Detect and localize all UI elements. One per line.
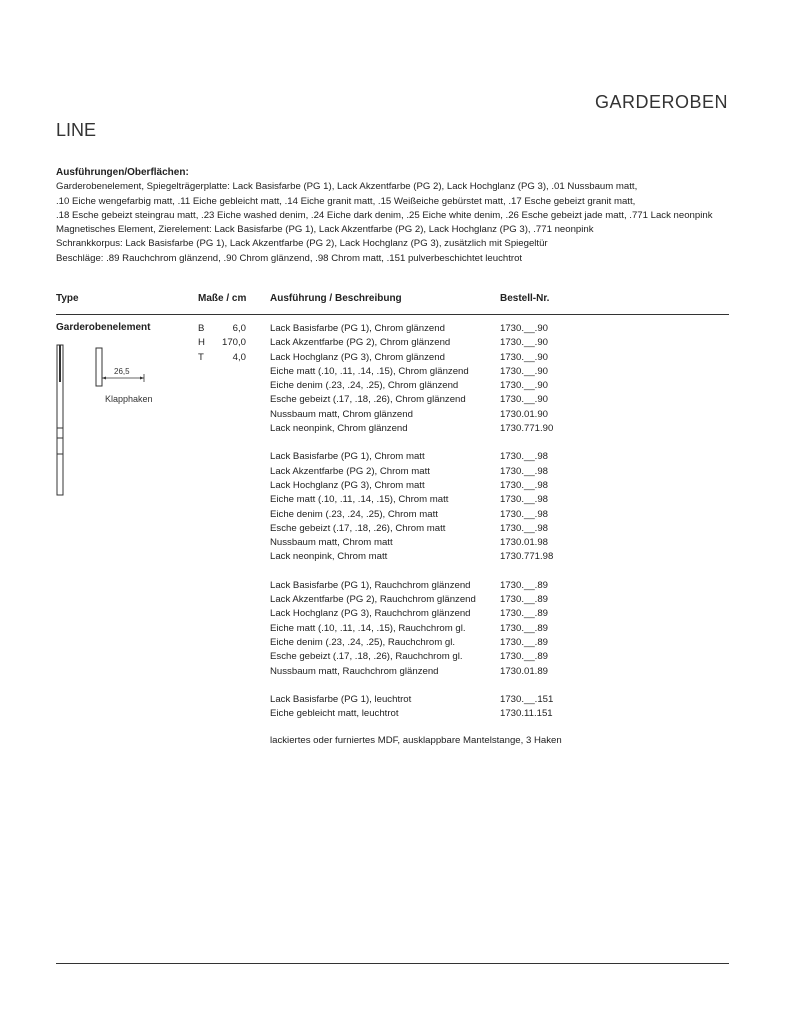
dimension-row — [198, 322, 246, 336]
order-number-cell: 1730.01.90 — [500, 408, 549, 420]
description-cell: Nussbaum matt, Chrom matt — [270, 537, 393, 549]
order-number-cell: 1730.__.98 — [500, 465, 549, 477]
order-number-cell: 1730.11.151 — [500, 708, 553, 720]
description-cell: Lack Hochglanz (PG 3), Rauchchrom glänzend — [270, 608, 471, 620]
order-number-cell: 1730.771.90 — [500, 423, 554, 435]
dimension-arrow — [140, 377, 144, 380]
description-cell: Esche gebeizt (.17, .18, .26), Rauchchrom gl. — [270, 651, 463, 663]
order-number-cell: 1730.__.89 — [500, 579, 549, 591]
order-number-cell: 1730.__.98 — [500, 451, 549, 463]
order-number-cell: 1730.__.90 — [500, 365, 549, 377]
description-cell: Eiche denim (.23, .24, .25), Rauchchrom gl. — [270, 636, 456, 648]
order-number-cell: 1730.__.151 — [500, 693, 554, 705]
order-number-cell: 1730.__.89 — [500, 636, 549, 648]
description-cell: Lack Hochglanz (PG 3), Chrom glänzend — [270, 351, 445, 363]
dimensions — [198, 322, 246, 365]
order-number-cell: 1730.01.89 — [500, 665, 549, 677]
order-number-cell: 1730.771.98 — [500, 551, 554, 563]
finish-line: Beschläge: .89 Rauchchrom glänzend, .90 Chrom glänzend, .98 Chrom matt, .151 pulverbeschichtet leuchtrot — [56, 252, 523, 264]
order-number-cell: 1730.__.89 — [500, 622, 549, 634]
description-cell: Eiche matt (.10, .11, .14, .15), Chrom matt — [270, 494, 449, 506]
element-side-view — [96, 348, 102, 386]
order-number-cell: 1730.__.90 — [500, 394, 549, 406]
order-number-cell: 1730.__.89 — [500, 651, 549, 663]
finishes-heading: Ausführungen/Oberflächen: — [56, 167, 189, 178]
description-cell: Nussbaum matt, Chrom glänzend — [270, 408, 413, 420]
description-cell: Lack Basisfarbe (PG 1), Rauchchrom glänzend — [270, 579, 471, 591]
description-cell: Esche gebeizt (.17, .18, .26), Chrom glänzend — [270, 394, 466, 406]
header-rule — [56, 314, 729, 315]
description-cell: Lack Hochglanz (PG 3), Chrom matt — [270, 479, 425, 491]
order-number-cell: 1730.__.90 — [500, 337, 549, 349]
description-cell: Eiche matt (.10, .11, .14, .15), Rauchchrom gl. — [270, 622, 466, 634]
dimension-key: T — [198, 351, 204, 363]
description-cell: Lack Akzentfarbe (PG 2), Rauchchrom glänzend — [270, 594, 476, 606]
finishes-lines — [56, 180, 746, 266]
order-number-cell: 1730.__.89 — [500, 608, 549, 620]
description-cell: Eiche denim (.23, .24, .25), Chrom matt — [270, 508, 438, 520]
description-cell: Nussbaum matt, Rauchchrom glänzend — [270, 665, 439, 677]
description-cell: Lack Basisfarbe (PG 1), Chrom matt — [270, 451, 425, 463]
description-column — [270, 322, 476, 721]
dimension-val: 170,0 — [221, 337, 246, 349]
finish-line: Magnetisches Element, Zierelement: Lack Basisfarbe (PG 1), Lack Akzentfarbe (PG 2), Lack Hochglanz (PG 3), .771 neonpink — [56, 224, 594, 236]
description-cell: Eiche gebleicht matt, leuchtrot — [270, 708, 399, 720]
dimension-val: 6,0 — [232, 323, 246, 334]
dimension-value: 26,5 — [114, 367, 130, 376]
order-number-cell: 1730.__.90 — [500, 380, 549, 392]
footer-rule — [56, 963, 729, 964]
finish-line: Schrankkorpus: Lack Basisfarbe (PG 1), Lack Akzentfarbe (PG 2), Lack Hochglanz (PG 3), zusätzlich mit Spiegeltür — [56, 238, 548, 250]
order-number-column — [500, 322, 553, 721]
finish-line: .18 Esche gebeizt steingrau matt, .23 Eiche washed denim, .24 Eiche dark denim, .25 Eiche white denim, .26 Esche gebeizt jade matt, .771 Lack neonpink — [56, 209, 713, 221]
description-cell: Lack neonpink, Chrom matt — [270, 551, 388, 563]
column-header-order-number: Bestell-Nr. — [500, 293, 550, 304]
product-type-name: Garderobenelement — [56, 322, 151, 333]
order-number-cell: 1730.__.90 — [500, 323, 549, 334]
order-number-cell: 1730.__.98 — [500, 508, 549, 520]
order-number-cell: 1730.__.98 — [500, 479, 549, 491]
description-cell: Lack Akzentfarbe (PG 2), Chrom glänzend — [270, 337, 451, 349]
drawing-label: Klapphaken — [105, 394, 153, 404]
description-cell: Esche gebeizt (.17, .18, .26), Chrom matt — [270, 522, 446, 534]
column-header-description: Ausführung / Beschreibung — [270, 293, 402, 304]
description-cell: Eiche denim (.23, .24, .25), Chrom glänzend — [270, 380, 459, 392]
dimension-arrow — [102, 377, 106, 380]
order-number-cell: 1730.__.98 — [500, 522, 549, 534]
finish-line: Garderobenelement, Spiegelträgerplatte: Lack Basisfarbe (PG 1), Lack Akzentfarbe (PG 2), Lack Hochglanz (PG 3), .01 Nussbaum matt, — [56, 181, 638, 193]
product-note: lackiertes oder furniertes MDF, ausklappbare Mantelstange, 3 Haken — [270, 735, 562, 746]
dimension-row — [198, 336, 246, 350]
description-cell: Lack Basisfarbe (PG 1), Chrom glänzend — [270, 323, 445, 334]
column-header-dims: Maße / cm — [198, 293, 247, 304]
description-cell: Lack Akzentfarbe (PG 2), Chrom matt — [270, 465, 430, 477]
description-cell: Lack neonpink, Chrom glänzend — [270, 423, 408, 435]
description-cell: Eiche matt (.10, .11, .14, .15), Chrom glänzend — [270, 365, 469, 377]
column-header-type: Type — [56, 293, 79, 304]
dimension-row — [198, 351, 246, 365]
dimension-key: B — [198, 323, 205, 334]
order-number-cell: 1730.__.98 — [500, 494, 549, 506]
category-title: GARDEROBEN — [594, 92, 728, 112]
finishes-section — [56, 166, 746, 266]
order-number-cell: 1730.__.90 — [500, 351, 549, 363]
order-number-cell: 1730.__.89 — [500, 594, 549, 606]
finish-line: .10 Eiche wengefarbig matt, .11 Eiche gebleicht matt, .14 Eiche granit matt, .15 Weißeiche gebürstet matt, .17 Esche gebeizt granit matt, — [56, 195, 636, 207]
product-drawing — [54, 342, 154, 500]
series-title: LINE — [56, 120, 97, 140]
description-cell: Lack Basisfarbe (PG 1), leuchtrot — [270, 693, 412, 705]
order-number-cell: 1730.01.98 — [500, 537, 549, 549]
dimension-val: 4,0 — [232, 351, 246, 363]
dimension-key: H — [198, 337, 205, 349]
